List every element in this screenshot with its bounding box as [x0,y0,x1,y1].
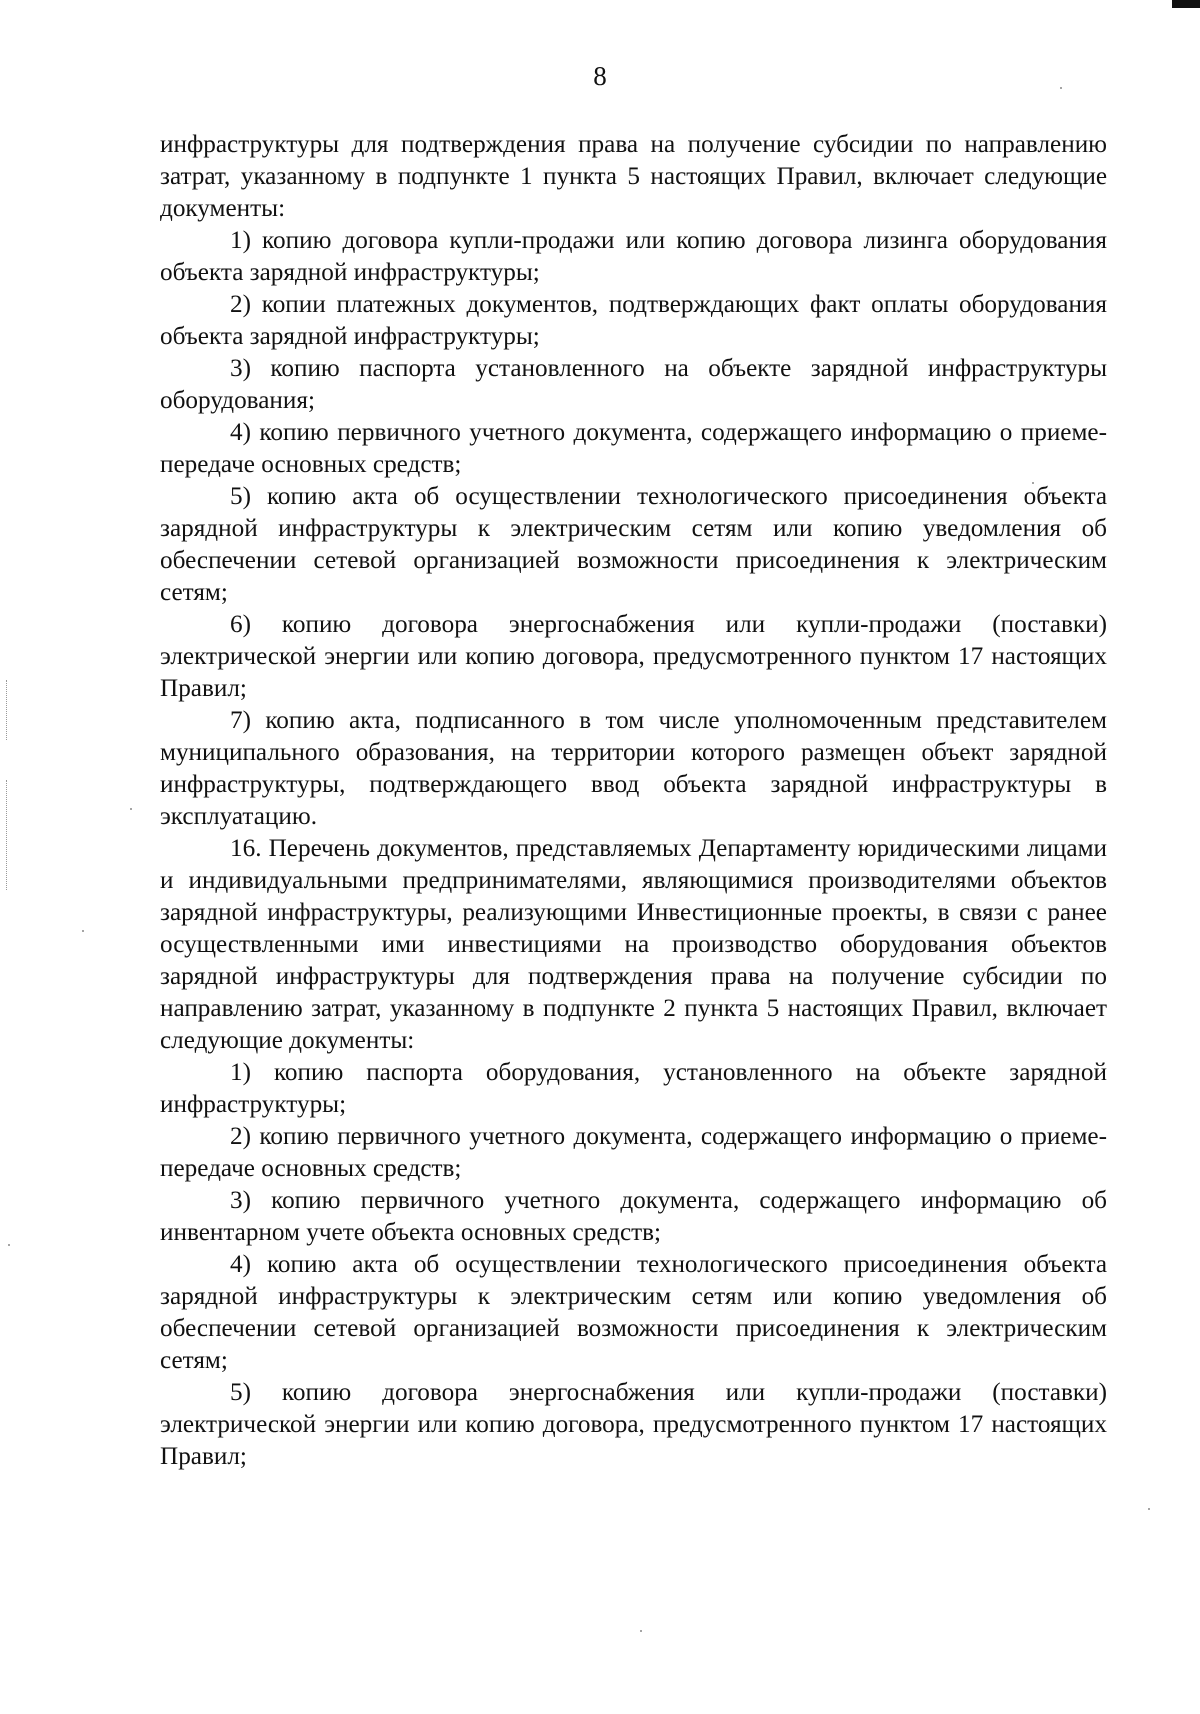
list-item-4: 4) копию акта об осуществлении технологического присоединения объекта зарядной инфраструктуры к электрическим сетям или копию уведомления об обеспечении сетевой организацией возможности присоединения к электрическим сетям; [160,1251,1107,1374]
list-item-3: 3) копию первичного учетного документа, содержащего информацию об инвентарном учете объекта основных средств; [160,1187,1107,1246]
scan-speck [1148,1508,1150,1510]
list-item-1: 1) копию паспорта оборудования, установленного на объекте зарядной инфраструктуры; [160,1059,1107,1118]
scan-speck [640,1630,642,1632]
list-item-3: 3) копию паспорта установленного на объекте зарядной инфраструктуры оборудования; [160,355,1107,414]
list-item-5: 5) копию акта об осуществлении технологического присоединения объекта зарядной инфраструктуры к электрическим сетям или копию уведомления об обеспечении сетевой организацией возможности присоединения к электрическим сетям; [160,483,1107,606]
scan-corner-mark [1172,0,1200,8]
scan-speck [82,930,84,932]
paragraph-continuation: инфраструктуры для подтверждения права на получение субсидии по направлению затрат, указанному в подпункте 1 пункта 5 настоящих Правил, включает следующие документы: [160,131,1107,222]
scan-speck [8,1244,10,1246]
section-16-paragraph: 16. Перечень документов, представляемых Департаменту юридическими лицами и индивидуальными предпринимателями, являющимися производителями объектов зарядной инфраструктуры, реализующими Инвестиционные проекты, в связи с ранее осуществленными ими инвестициями на производство оборудования объектов зарядной инфраструктуры для подтверждения права на получение субсидии по направлению затрат, указанному в подпункте 2 пункта 5 настоящих Правил, включает следующие документы: [160,835,1107,1054]
list-item-7: 7) копию акта, подписанного в том числе уполномоченным представителем муниципального образования, на территории которого размещен объект зарядной инфраструктуры, подтверждающего ввод объекта зарядной инфраструктуры в эксплуатацию. [160,707,1107,830]
page-number: 8 [593,61,607,91]
list-item-5: 5) копию договора энергоснабжения или купли-продажи (поставки) электрической энергии или копию договора, предусмотренного пунктом 17 настоящих Правил; [160,1379,1107,1470]
list-item-2: 2) копию первичного учетного документа, содержащего информацию о приеме-передаче основных средств; [160,1123,1107,1182]
scan-speck [130,808,132,810]
scan-margin-marks [6,780,8,890]
document-body [160,129,1107,1473]
list-item-2: 2) копии платежных документов, подтверждающих факт оплаты оборудования объекта зарядной инфраструктуры; [160,291,1107,350]
list-item-6: 6) копию договора энергоснабжения или купли-продажи (поставки) электрической энергии или копию договора, предусмотренного пунктом 17 настоящих Правил; [160,611,1107,702]
scan-margin-marks [6,680,8,740]
list-item-4: 4) копию первичного учетного документа, содержащего информацию о приеме-передаче основных средств; [160,419,1107,478]
list-item-1: 1) копию договора купли-продажи или копию договора лизинга оборудования объекта зарядной инфраструктуры; [160,227,1107,286]
